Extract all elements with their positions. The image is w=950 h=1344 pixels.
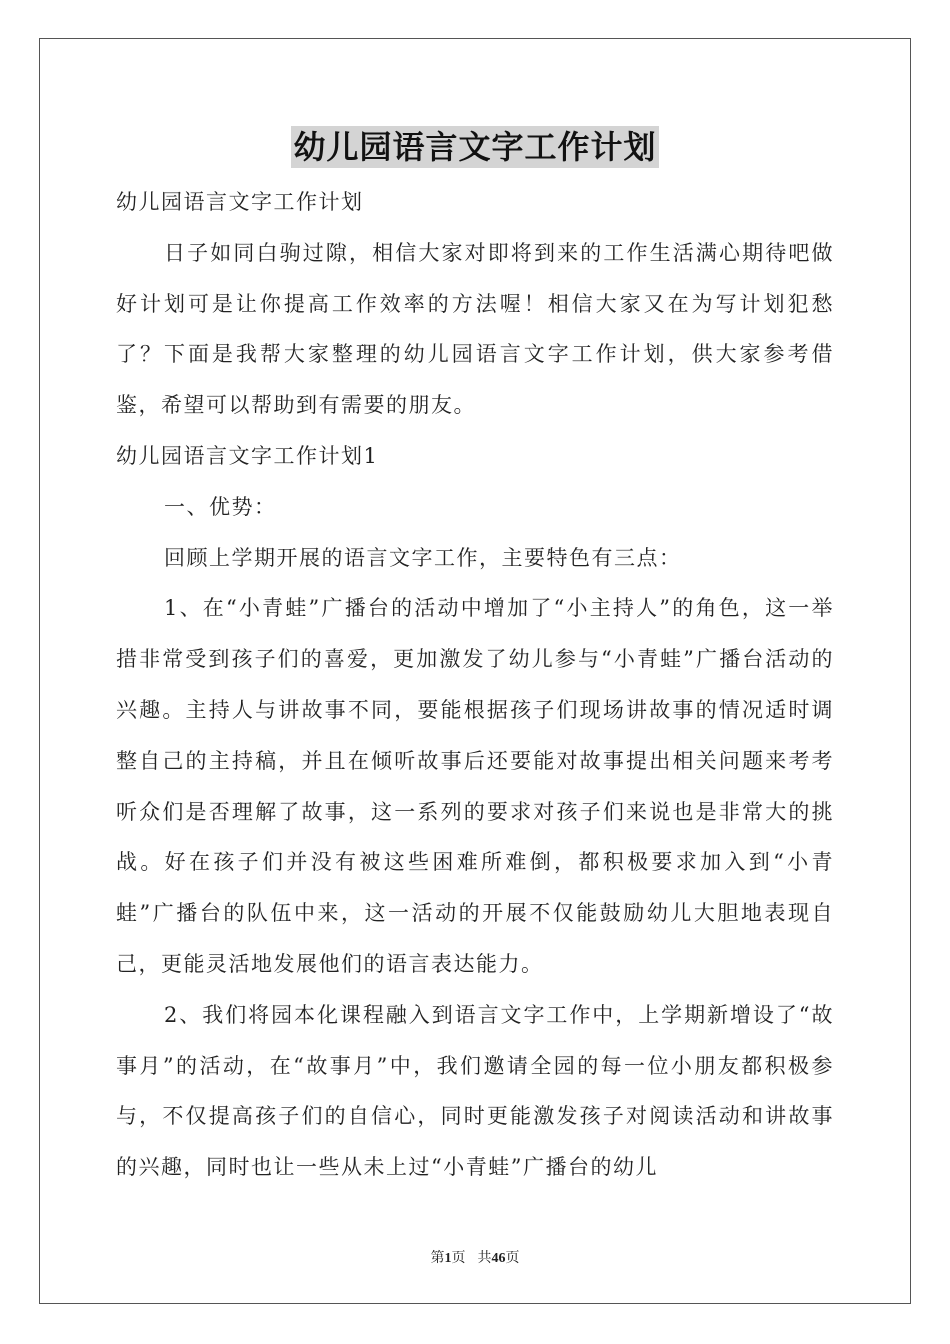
sub-heading: 一、优势： [164,494,277,519]
footer-page-prefix: 第 [430,1251,445,1266]
footer-total-prefix: 共 [477,1251,492,1266]
point-2-paragraph: 2、我们将园本化课程融入到语言文字工作中，上学期新增设了“故事月”的活动，在“故事月”中，我们邀请全园的每一位小朋友都积极参与，不仅提高孩子们的自信心，同时更能激发孩子对阅读活动和讲故事的兴趣，同时也让一些从未上过“小青蛙”广播台的幼儿 [116,1002,834,1180]
title-wrap [0,126,950,168]
lead-paragraph: 回顾上学期开展的语言文字工作，主要特色有三点： [164,545,682,570]
section-heading: 幼儿园语言文字工作计划1 [116,443,379,468]
intro-paragraph: 日子如同白驹过隙，相信大家对即将到来的工作生活满心期待吧做好计划可是让你提高工作效率的方法喔！相信大家又在为写计划犯愁了？下面是我帮大家整理的幼儿园语言文字工作计划，供大家参考借鉴，希望可以帮助到有需要的朋友。 [116,240,834,418]
document-title: 幼儿园语言文字工作计划 [293,128,657,166]
page-footer [0,1247,950,1267]
point-1-paragraph: 1、在“小青蛙”广播台的活动中增加了“小主持人”的角色，这一举措非常受到孩子们的喜爱，更加激发了幼儿参与“小青蛙”广播台活动的兴趣。主持人与讲故事不同，要能根据孩子们现场讲故事的情况适时调整自己的主持稿，并且在倾听故事后还要能对故事提出相关问题来考考听众们是否理解了故事，这一系列的要求对孩子们来说也是非常大的挑战。好在孩子们并没有被这些困难所难倒，都积极要求加入到“小青蛙”广播台的队伍中来，这一活动的开展不仅能鼓励幼儿大胆地表现自己，更能灵活地发展他们的语言表达能力。 [116,596,834,976]
document-body [116,177,834,1193]
subtitle-line: 幼儿园语言文字工作计划 [116,190,364,214]
footer-total-pages: 46 [491,1251,506,1266]
footer-total-suffix: 页 [505,1251,520,1266]
footer-page-number: 1 [444,1251,452,1266]
footer-page-suffix: 页 [451,1251,466,1266]
